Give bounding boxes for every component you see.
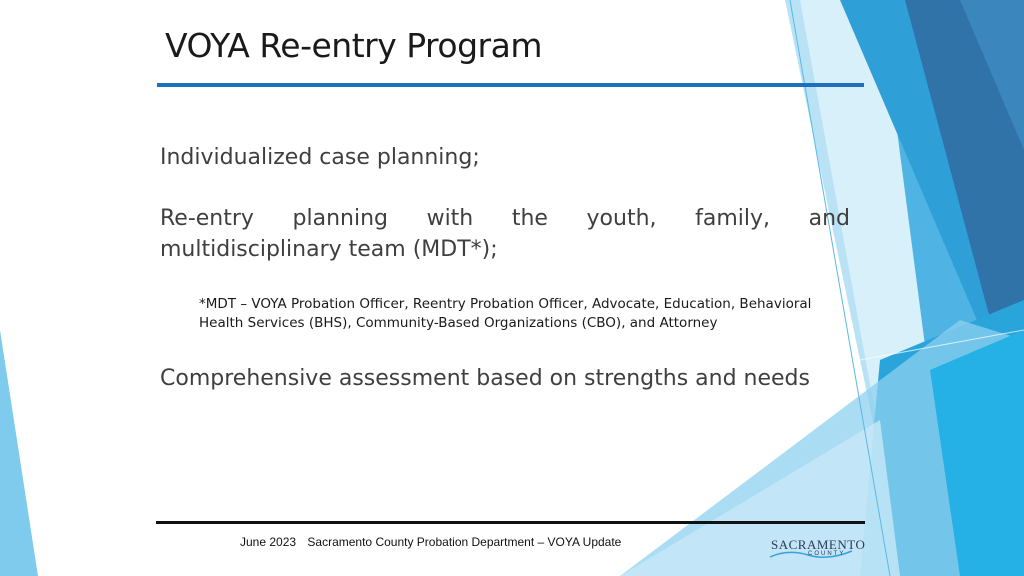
slide-title: VOYA Re-entry Program <box>165 26 542 65</box>
word: Re-entry <box>160 206 254 231</box>
word: planning <box>292 206 388 231</box>
bullet-reentry-line2: multidisciplinary team (MDT*); <box>160 237 498 262</box>
bullet-assessment: Comprehensive assessment based on strengths and needs <box>160 366 810 391</box>
word: and <box>808 206 850 231</box>
bullet-case-planning: Individualized case planning; <box>160 145 480 170</box>
bullet-reentry-planning <box>160 203 850 265</box>
bullet-reentry-line1 <box>160 203 850 234</box>
mdt-footnote-line2: Health Services (BHS), Community-Based Organizations (CBO), and Attorney <box>199 315 718 331</box>
word: with <box>426 206 474 231</box>
footer-title: Sacramento County Probation Department – VOYA Update <box>307 535 622 549</box>
footer <box>240 535 621 549</box>
left-edge-triangle <box>0 330 38 576</box>
word: family, <box>695 206 771 231</box>
footer-date: June 2023 <box>240 535 297 549</box>
title-underline <box>157 83 864 87</box>
mdt-footnote <box>199 295 839 333</box>
mdt-footnote-line1: *MDT – VOYA Probation Officer, Reentry Probation Officer, Advocate, Education, Behavioral <box>199 296 812 312</box>
logo-main-text: SACRAMENTO <box>771 537 866 552</box>
footer-divider <box>156 521 865 524</box>
word: youth, <box>586 206 657 231</box>
word: the <box>511 206 548 231</box>
logo-sub-text: COUNTY <box>808 551 846 557</box>
sacramento-county-logo <box>768 537 866 561</box>
